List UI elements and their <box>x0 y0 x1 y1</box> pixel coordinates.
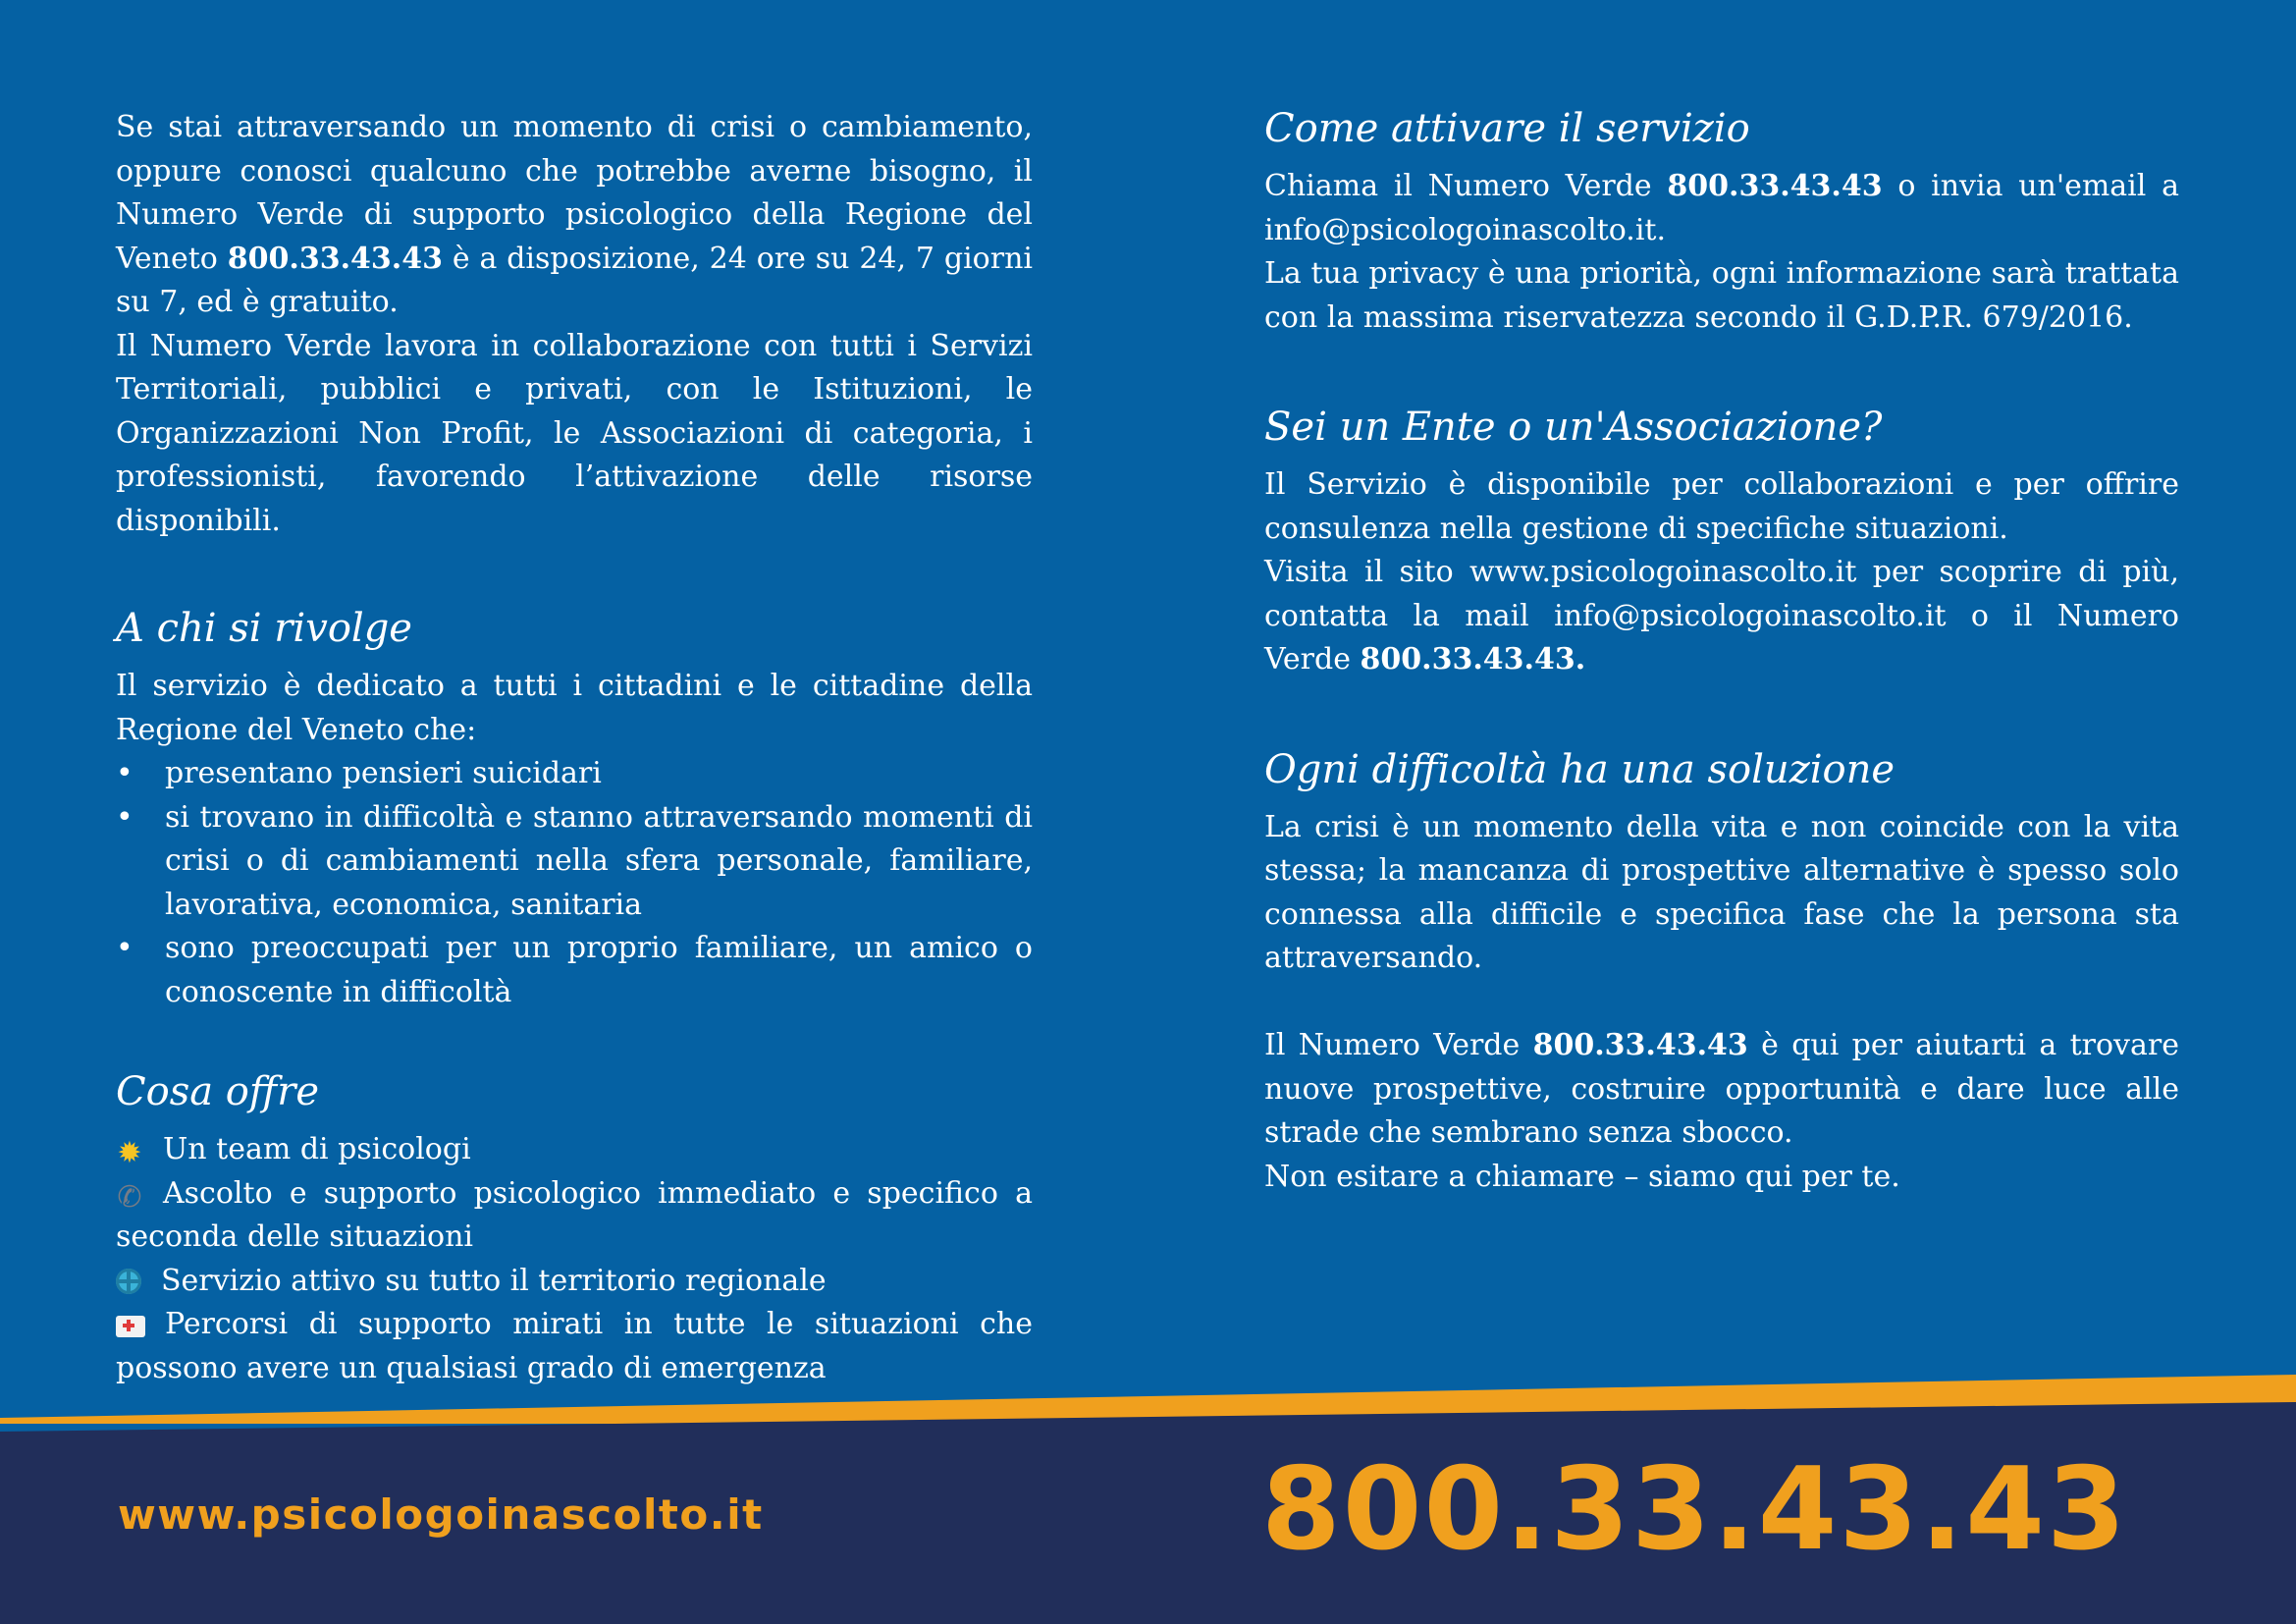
list-item-text: presentano pensieri suicidari <box>165 756 602 790</box>
activate-heading: Come attivare il servizio <box>1264 106 1750 151</box>
intro-section <box>116 106 1033 543</box>
entities-heading: Sei un Ente o un'Associazione? <box>1264 405 1883 450</box>
entities-phone-number: 800.33.43.43. <box>1360 642 1586 677</box>
target-list <box>116 752 1033 1014</box>
solution-paragraph-1: La crisi è un momento della vita e non coincide con la vita stessa; la mancanza di prospettive alternative è spesso solo connessa alla difficile e specifica fase che la persona sta attraversando. <box>1264 809 2179 975</box>
entities-text: Visita il sito www.psicologoinascolto.it per scoprire di più, contatta la mail info@psicologoinascolto.it o il Numero Verde <box>1264 555 2179 677</box>
activate-text-a: Chiama il Numero Verde <box>1264 169 1668 203</box>
intro-phone-number: 800.33.43.43 <box>227 241 443 276</box>
entities-paragraph-1: Il Servizio è disponibile per collaborazioni e per offrire consulenza nella gestione di specifiche situazioni. <box>1264 467 2179 546</box>
intro-paragraph-2: Il Numero Verde lavora in collaborazione con tutti i Servizi Territoriali, pubblici e privati, con le Istituzioni, le Organizzazioni Non Profit, le Associazioni di categoria, i professionisti, favorendo l’attivazione delle risorse disponibili. <box>116 328 1033 538</box>
offer-item <box>116 1260 1033 1304</box>
offer-item-text: Percorsi di supporto mirati in tutte le situazioni che possono avere un qualsiasi grado di emergenza <box>116 1307 1033 1385</box>
bullet-icon: • <box>116 799 133 835</box>
intro-text-b: è a disposizione, 24 ore su 24, 7 giorni su 7, ed è gratuito. <box>116 241 1033 319</box>
activate-paragraph-1 <box>1264 165 2179 252</box>
bullet-icon: • <box>116 931 133 965</box>
ambulance-icon <box>116 1316 145 1337</box>
offer-item <box>116 1303 1033 1390</box>
paragraph-spacer <box>1264 981 2179 1025</box>
sun-icon: ✹ <box>117 1136 142 1170</box>
solution-text-a: Il Numero Verde <box>1264 1028 1533 1062</box>
list-item <box>116 927 1033 1014</box>
right-column <box>1264 104 2179 1199</box>
list-item-text: si trovano in difficoltà e stanno attraversando momenti di crisi o di cambiamenti nella sfera personale, familiare, lavorativa, economica, sanitaria <box>165 799 1033 922</box>
offer-item-text: Servizio attivo su tutto il territorio regionale <box>161 1263 827 1298</box>
offer-item-text: Ascolto e supporto psicologico immediato e specifico a seconda delle situazioni <box>116 1175 1033 1254</box>
solution-paragraph-3: Non esitare a chiamare – siamo qui per te. <box>1264 1159 1900 1194</box>
globe-icon <box>116 1269 141 1294</box>
solution-heading: Ogni difficoltà ha una soluzione <box>1264 746 1896 792</box>
intro-paragraph-1 <box>116 106 1033 325</box>
target-heading: A chi si rivolge <box>116 606 412 651</box>
activate-phone-number: 800.33.43.43 <box>1667 169 1883 203</box>
activate-section <box>1264 104 2179 340</box>
offer-item-text: Un team di psicologi <box>163 1132 471 1166</box>
solution-text-b: è qui per aiutarti a trovare nuove prospettive, costruire opportunità e dare luce alle strade che sembrano senza sbocco. <box>1264 1028 2179 1150</box>
solution-phone-number: 800.33.43.43 <box>1532 1028 1748 1062</box>
target-text: Il servizio è dedicato a tutti i cittadini e le cittadine della Regione del Veneto che: <box>116 669 1033 747</box>
offer-item <box>116 1128 1033 1172</box>
offer-heading: Cosa offre <box>116 1069 319 1114</box>
intro-text-a: Se stai attraversando un momento di crisi o cambiamento, oppure conosci qualcuno che potrebbe averne bisogno, il Numero Verde di supporto psicologico della Regione del Veneto <box>116 110 1033 276</box>
target-section <box>116 604 1033 1014</box>
bullet-icon: • <box>116 756 133 790</box>
activate-text-b: o invia un'email a info@psicologoinascolto.it. <box>1264 169 2179 247</box>
footer-phone-number: 800.33.43.43 <box>1261 1443 2128 1576</box>
solution-paragraph-2 <box>1264 1024 2179 1156</box>
offer-section <box>116 1067 1033 1390</box>
list-item-text: sono preoccupati per un proprio familiare, un amico o conoscente in difficoltà <box>165 931 1033 1009</box>
activate-paragraph-2: La tua privacy è una priorità, ogni informazione sarà trattata con la massima riservatezza secondo il G.D.P.R. 679/2016. <box>1264 256 2179 335</box>
list-item <box>116 796 1033 928</box>
phone-icon: ✆ <box>117 1179 142 1215</box>
footer-website: www.psicologoinascolto.it <box>118 1490 764 1539</box>
offer-item <box>116 1172 1033 1260</box>
list-item <box>116 752 1033 796</box>
entities-section <box>1264 403 2179 682</box>
left-column <box>116 106 1033 1390</box>
solution-section <box>1264 745 2179 1200</box>
entities-paragraph-2 <box>1264 551 2179 682</box>
